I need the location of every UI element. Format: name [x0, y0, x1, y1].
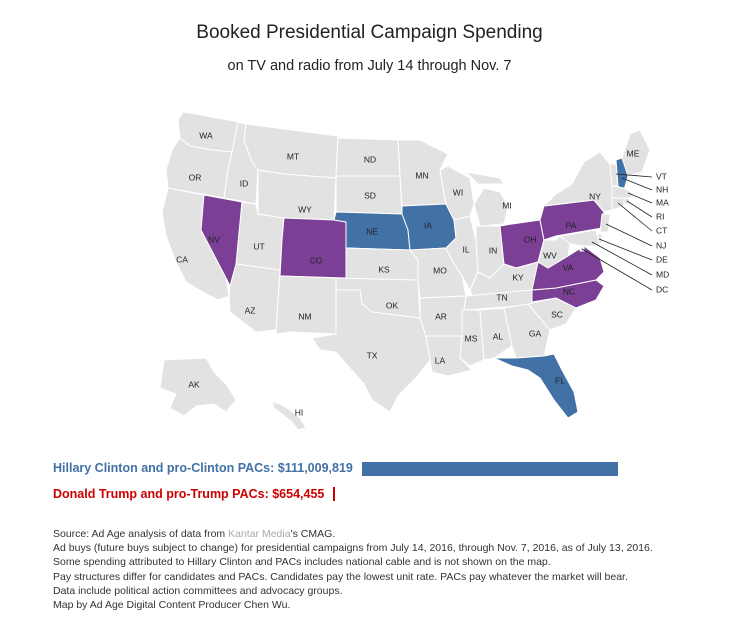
note-line: Ad buys (future buys subject to change) for presidential campaigns from July 14, 2016, through Nov. 7, 2016, as of July 13, 2016.	[53, 542, 653, 555]
state-label-oh: OH	[523, 234, 537, 245]
state-label-co: CO	[309, 255, 323, 266]
state-label-wi: WI	[452, 187, 464, 198]
trump-spending-bar	[333, 487, 335, 501]
note-line: Data include political action committees and advocacy groups.	[53, 584, 343, 597]
leader-line-nj	[606, 224, 652, 246]
state-label-ca: CA	[176, 254, 188, 265]
leader-line-ri	[627, 201, 652, 217]
state-label-tx: TX	[366, 350, 378, 361]
chart-subtitle: on TV and radio from July 14 through Nov. 7	[227, 58, 512, 74]
note-line: Some spending attributed to Hillary Clinton and PACs includes national cable and is not shown on the map.	[53, 556, 551, 569]
state-label-ks: KS	[378, 264, 390, 275]
state-label-ak: AK	[188, 379, 200, 390]
state-wy	[258, 170, 336, 220]
state-label-wv: WV	[543, 250, 557, 261]
state-label-mn: MN	[415, 170, 429, 181]
leader-line-ct	[618, 203, 652, 231]
state-label-nm: NM	[298, 311, 312, 322]
state-label-ga: GA	[528, 328, 542, 339]
state-label-ar: AR	[435, 311, 447, 322]
state-label-mi: MI	[502, 200, 512, 211]
state-label-sd: SD	[364, 190, 376, 201]
state-nm	[276, 276, 336, 334]
state-label-va: VA	[562, 262, 574, 273]
source-notes	[53, 527, 733, 612]
state-label-nh: NH	[656, 184, 669, 195]
state-label-wy: WY	[298, 204, 312, 215]
state-label-tn: TN	[496, 292, 508, 303]
state-label-sc: SC	[551, 309, 563, 320]
state-label-nv: NV	[208, 234, 220, 245]
clinton-spending-label: Hillary Clinton and pro-Clinton PACs: $111,009,819	[53, 461, 353, 475]
state-az	[229, 264, 280, 332]
leader-line-nh	[622, 178, 652, 190]
state-label-ut: UT	[253, 241, 265, 252]
source-line: Source: Ad Age analysis of data from Kantar Media's CMAG.	[53, 528, 336, 540]
state-label-nd: ND	[363, 154, 377, 165]
state-label-il: IL	[462, 244, 470, 255]
state-label-mo: MO	[433, 265, 447, 276]
state-label-al: AL	[492, 331, 504, 342]
clinton-spending-bar	[362, 462, 618, 476]
state-label-in: IN	[488, 245, 498, 256]
state-nj	[600, 214, 610, 232]
state-label-md: MD	[656, 269, 670, 280]
state-co	[280, 218, 346, 278]
state-label-id: ID	[239, 178, 249, 189]
state-label-ne: NE	[366, 226, 378, 237]
state-label-nj: NJ	[656, 240, 667, 251]
leader-line-ma	[628, 193, 652, 203]
state-label-ky: KY	[512, 272, 524, 283]
state-label-mt: MT	[286, 151, 300, 162]
note-line: Pay structures differ for candidates and PACs. Candidates pay the lowest unit rate. PACs pay whatever the market will bear.	[53, 570, 628, 583]
state-label-de: DE	[656, 254, 668, 265]
kantar-media-link[interactable]: Kantar Media	[228, 528, 291, 540]
chart-title: Booked Presidential Campaign Spending	[196, 22, 543, 43]
state-label-fl: FL	[555, 375, 565, 386]
state-label-me: ME	[626, 148, 640, 159]
state-label-ma: MA	[656, 197, 669, 208]
state-label-ok: OK	[385, 300, 399, 311]
state-label-az: AZ	[244, 305, 256, 316]
state-ct	[612, 198, 624, 210]
state-label-hi: HI	[294, 407, 304, 418]
state-label-wa: WA	[199, 130, 213, 141]
state-label-dc: DC	[656, 284, 669, 295]
state-label-ia: IA	[423, 220, 433, 231]
note-line: Map by Ad Age Digital Content Producer Chen Wu.	[53, 599, 291, 612]
state-label-la: LA	[434, 355, 446, 366]
state-oh	[500, 220, 544, 268]
state-ri	[624, 198, 629, 204]
state-label-vt: VT	[656, 171, 667, 182]
state-label-or: OR	[188, 172, 202, 183]
state-label-ct: CT	[656, 225, 668, 236]
state-label-ms: MS	[464, 333, 478, 344]
state-label-ri: RI	[656, 211, 665, 222]
state-fl	[494, 354, 578, 418]
state-label-nc: NC	[562, 286, 576, 297]
state-ma	[612, 186, 634, 198]
state-label-pa: PA	[565, 220, 577, 231]
state-label-ny: NY	[589, 191, 601, 202]
trump-spending-label: Donald Trump and pro-Trump PACs: $654,455	[53, 487, 325, 501]
